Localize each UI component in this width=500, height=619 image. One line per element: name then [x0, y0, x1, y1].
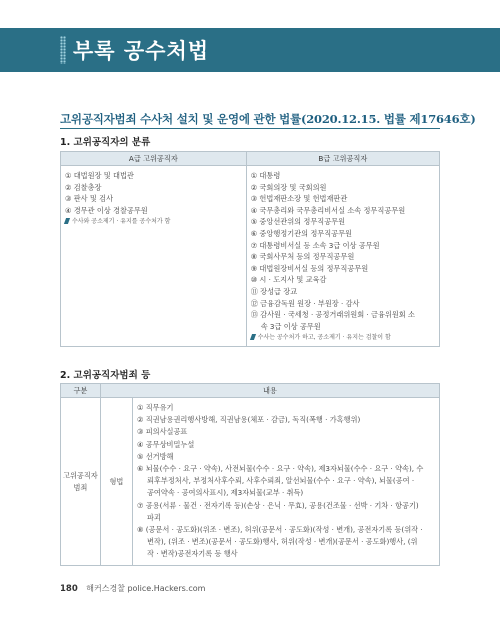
b-grade-cell	[246, 166, 439, 347]
chapter-title: 부록 공수처법	[73, 39, 210, 63]
footer-brand: 해커스경찰 police.Hackers.com	[86, 584, 206, 593]
page-number: 180	[60, 584, 78, 594]
section-1-title: 1. 고위공직자의 분류	[60, 137, 151, 148]
b-grade-item: ⑫ 금융감독원 원장 · 부원장 · 감사	[250, 298, 360, 308]
chapter-header	[0, 28, 500, 72]
page-footer	[60, 583, 205, 594]
sub-category-cell: 형법	[100, 398, 132, 566]
crime-item: ⑥ 뇌물(수수 · 요구 · 약속), 사전뇌물(수수 · 요구 · 약속), 제3자뇌물(수수 · 요구 · 약속), 수	[136, 464, 424, 474]
crime-item-continued: 공여약속 · 공여의사표시), 제3자뇌물(교부 · 취득)	[146, 488, 304, 498]
a-grade-item: ② 검찰총장	[65, 182, 102, 192]
crime-item-continued: 파괴	[146, 512, 161, 522]
law-title: 고위공직자범죄 수사처 설치 및 운영에 관한 법률(2020.12.15. 법률 제17646호)	[60, 112, 476, 126]
crimes-content-cell	[132, 398, 439, 566]
b-grade-item: ⑩ 시 · 도지사 및 교육감	[250, 275, 327, 285]
crime-item-continued: 변작), (위조 · 변조)(공문서 · 공도화)행사, 허위(작성 · 변개)(공문서 · 공도화)행사, (위	[146, 537, 418, 547]
crime-item: ⑤ 선거방해	[136, 451, 174, 461]
a-grade-item: ① 대법원장 및 대법관	[65, 171, 134, 180]
b-grade-item: ⑥ 중앙행정기관의 정무직공무원	[250, 228, 352, 238]
crime-item: ③ 피의사실공표	[136, 427, 188, 437]
law-title-underline	[60, 128, 440, 129]
official-classification-table	[60, 151, 440, 347]
b-grade-item: ② 국회의장 및 국회의원	[250, 182, 327, 192]
a-grade-note	[65, 217, 243, 227]
a-grade-item: ④ 경무관 이상 경찰공무원	[65, 205, 148, 215]
b-grade-item: ⑤ 중앙선관위의 정무직공무원	[250, 217, 346, 227]
b-grade-item: ⑧ 국회사무처 등의 정무직공무원	[250, 252, 355, 262]
b-grade-item: ⑨ 대법원장비서실 등의 정무직공무원	[250, 263, 369, 273]
b-grade-item: ⑪ 장성급 장교	[250, 286, 298, 296]
crime-item-continued: 뢰후부정처사, 부정처사후수뢰, 사후수뢰죄, 알선뇌물(수수 · 요구 · 약속), 뇌물(공여 ·	[146, 476, 415, 486]
col-header-content: 내용	[100, 384, 439, 398]
official-crimes-table	[60, 383, 440, 566]
b-grade-item: ③ 헌법재판소장 및 헌법재판관	[250, 194, 348, 204]
pencil-icon	[64, 218, 70, 224]
a-grade-note-text: 수사와 공소제기 · 유지를 공수처가 함	[72, 218, 171, 226]
b-grade-note	[251, 333, 436, 343]
col-header-a-grade: A급 고위공직자	[61, 152, 247, 166]
crime-item: ① 직무유기	[136, 403, 174, 412]
col-header-category: 구분	[61, 384, 101, 398]
category-cell	[61, 398, 101, 566]
crime-item: ② 직권남용권리행사방해, 직권남용(체포 · 감금), 독직(폭행 · 가혹행위)	[136, 415, 361, 425]
category-label-line: 범죄	[73, 482, 88, 492]
category-label-line: 고위공직자	[63, 470, 98, 480]
crime-item: ⑧ (공문서 · 공도화)(위조 · 변조), 허위(공문서 · 공도화)(작성 · 변개), 공전자기록 등(위작 ·	[136, 525, 423, 535]
section-2-title: 2. 고위공직자범죄 등	[60, 370, 151, 381]
b-grade-item-continued: 속 3급 이상 공무원	[260, 321, 321, 331]
crime-item: ④ 공무상비밀누설	[136, 439, 195, 449]
crime-item-continued: 작 · 변작)공전자기록 등 행사	[146, 549, 238, 559]
pencil-icon	[250, 334, 256, 340]
crime-item: ⑦ 공용(서류 · 물건 · 전자기록 등)(손상 · 은닉 · 무효), 공용(건조물 · 선박 · 기차 · 항공기)	[136, 500, 419, 510]
b-grade-item: ⑬ 감사원 · 국세청 · 공정거래위원회 · 금융위원회 소	[250, 310, 415, 320]
a-grade-cell	[61, 166, 247, 347]
b-grade-note-text: 수사는 공수처가 하고, 공소제기 · 유지는 검찰이 함	[257, 334, 391, 342]
col-header-b-grade: B급 고위공직자	[246, 152, 439, 166]
b-grade-item: ④ 국무총리와 국무총리비서실 소속 정무직공무원	[250, 205, 406, 215]
a-grade-item: ③ 판사 및 검사	[65, 194, 114, 204]
header-dots-decoration	[60, 36, 66, 64]
b-grade-item: ⑦ 대통령비서실 등 소속 3급 이상 공무원	[250, 240, 380, 250]
b-grade-item: ① 대통령	[250, 171, 281, 180]
